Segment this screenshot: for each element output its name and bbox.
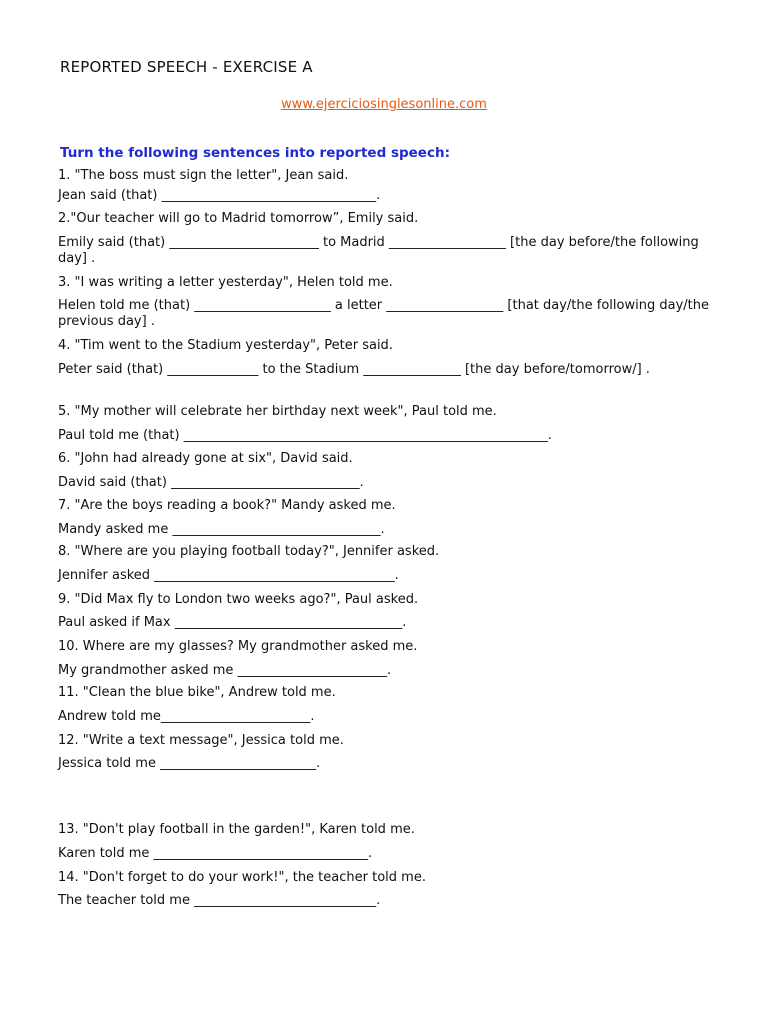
exercise-4-answer-line: Peter said (that) ______________ to the Stadium _______________ [the day before/tomorrow/] . (58, 362, 650, 377)
exercise-14-prompt: 14. "Don't forget to do your work!", the teacher told me. (58, 870, 426, 885)
exercise-8-answer-line: Jennifer asked _____________________________________. (58, 568, 399, 583)
exercise-7-prompt: 7. "Are the boys reading a book?" Mandy asked me. (58, 498, 396, 513)
exercise-9-prompt: 9. "Did Max fly to London two weeks ago?", Paul asked. (58, 592, 419, 607)
exercise-5-answer-line: Paul told me (that) ________________________________________________________. (58, 428, 552, 443)
exercise-6-answer-line: David said (that) _____________________________. (58, 475, 364, 490)
exercise-8-prompt: 8. "Where are you playing football today?", Jennifer asked. (58, 544, 440, 559)
exercise-12-answer-line: Jessica told me ________________________. (58, 756, 321, 771)
exercise-13-prompt: 13. "Don't play football in the garden!", Karen told me. (58, 822, 415, 837)
website-link[interactable]: www.ejerciciosinglesonline.com (281, 97, 487, 112)
exercise-10-prompt: 10. Where are my glasses? My grandmother asked me. (58, 639, 418, 654)
exercise-11-answer-line: Andrew told me_______________________. (58, 709, 315, 724)
exercise-3-answer-line: Helen told me (that) _____________________ a letter __________________ [that day/the following day/the previous day] . (58, 298, 709, 329)
exercise-2-prompt: 2."Our teacher will go to Madrid tomorrow”, Emily said. (58, 211, 419, 226)
exercise-4-prompt: 4. "Tim went to the Stadium yesterday", Peter said. (58, 338, 393, 353)
exercise-6-prompt: 6. "John had already gone at six", David said. (58, 451, 353, 466)
exercise-14-answer-line: The teacher told me ____________________________. (58, 893, 381, 908)
exercise-10-answer-line: My grandmother asked me _______________________. (58, 663, 392, 678)
instruction-heading: Turn the following sentences into reported speech: (60, 145, 450, 161)
exercise-5-prompt: 5. "My mother will celebrate her birthday next week", Paul told me. (58, 404, 497, 419)
exercise-1-answer-line: Jean said (that) _________________________________. (58, 188, 381, 203)
exercise-9-answer-line: Paul asked if Max ___________________________________. (58, 615, 407, 630)
exercise-11-prompt: 11. "Clean the blue bike", Andrew told me. (58, 685, 336, 700)
exercise-3-prompt: 3. "I was writing a letter yesterday", Helen told me. (58, 275, 393, 290)
exercise-1-prompt: 1. "The boss must sign the letter", Jean said. (58, 168, 349, 183)
exercise-12-prompt: 12. "Write a text message", Jessica told me. (58, 733, 344, 748)
page-title: REPORTED SPEECH - EXERCISE A (60, 58, 313, 76)
exercise-7-answer-line: Mandy asked me ________________________________. (58, 522, 385, 537)
exercise-13-answer-line: Karen told me _________________________________. (58, 846, 373, 861)
exercise-2-answer-line: Emily said (that) _______________________ to Madrid __________________ [the day before/the following day] . (58, 235, 699, 266)
